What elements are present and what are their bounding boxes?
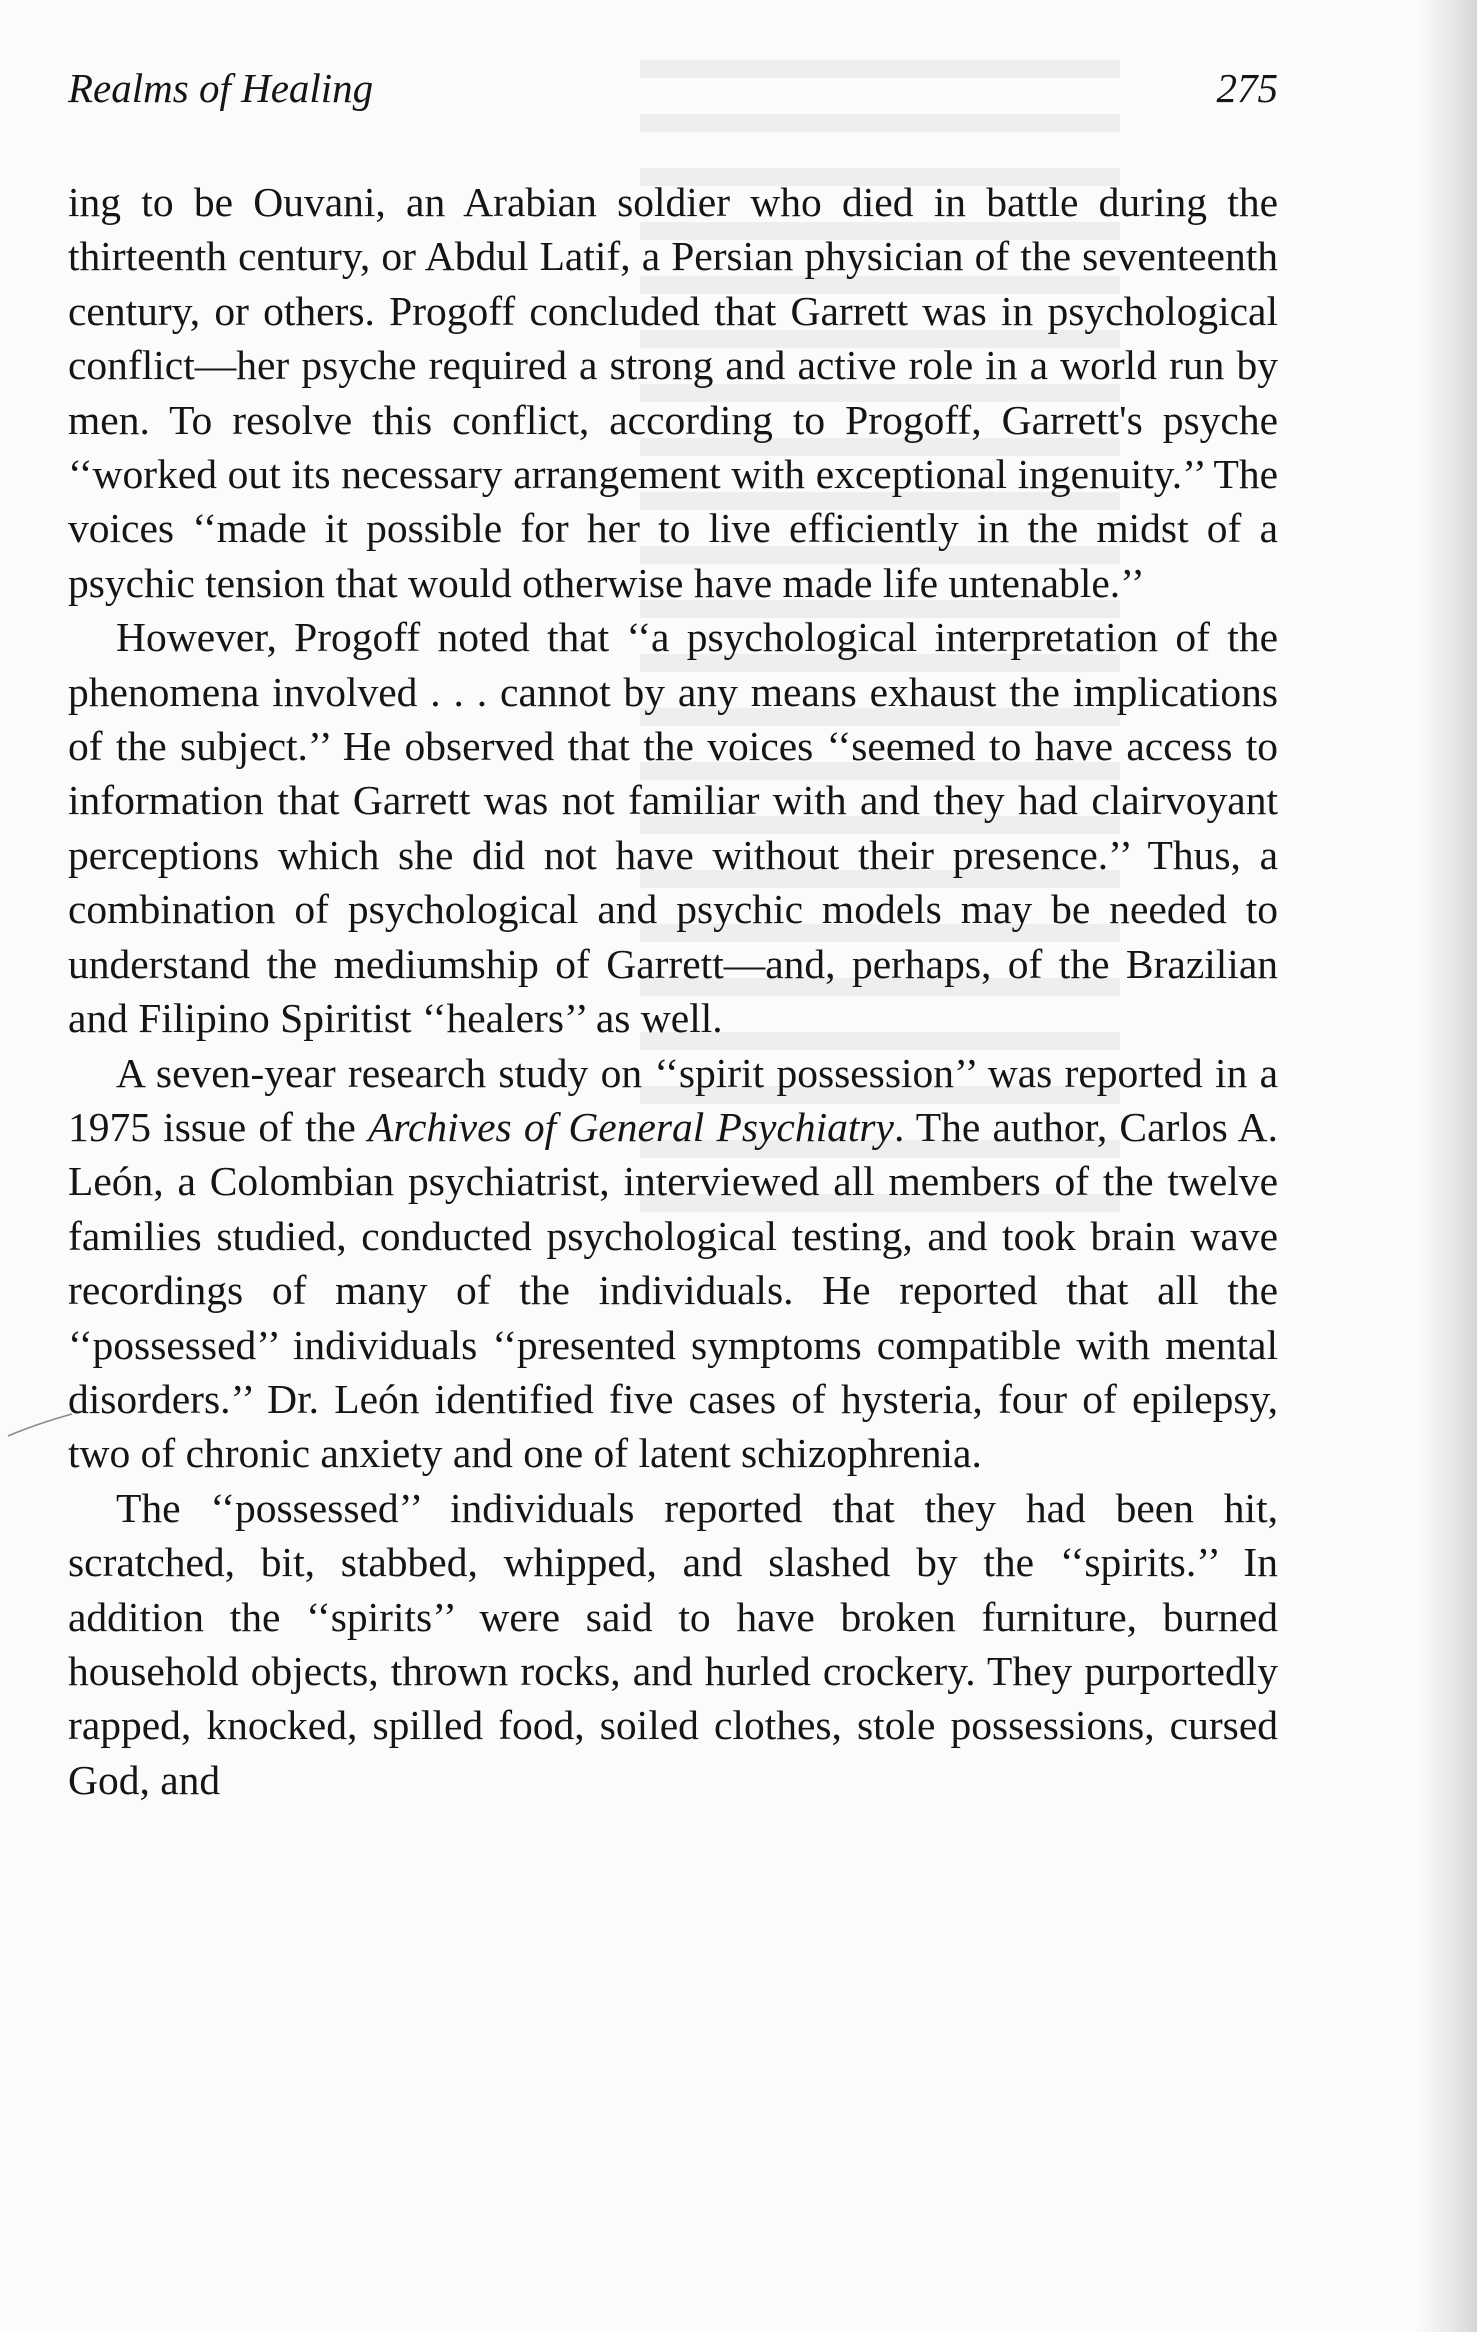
paragraph-3-rest: . The author, Carlos A. León, a Colombian psychiatrist, interviewed all members of the twelve families studied, conducted psychological testing, and took brain wave recordings of many of the individuals. He reported that all the ‘‘possessed’’ individuals ‘‘presented symptoms compatible with mental disorders.’’ Dr. León identified five cases of hysteria, four of epilepsy, two of chronic anxiety and one of latent schizophrenia.	[68, 1103, 1278, 1477]
paragraph-4: The ‘‘possessed’’ individuals reported that they had been hit, scratched, bit, stabbed, whipped, and slashed by the ‘‘spirits.’’ In addition the ‘‘spirits’’ were said to have broken furniture, burned household objects, thrown rocks, and hurled crockery. They purportedly rapped, knocked, spilled food, soiled clothes, stole possessions, cursed God, and	[68, 1484, 1278, 1803]
page-number: 275	[1216, 65, 1278, 111]
pencil-margin-mark	[6, 1410, 76, 1440]
body-text	[68, 175, 1278, 1807]
paragraph-2: However, Progoff noted that ‘‘a psychological interpretation of the phenomena involved . . . cannot by any means exhaust the implications of the subject.’’ He observed that the voices ‘‘seemed to have access to information that Garrett was not familiar with and they had clairvoyant perceptions which she did not have without their presence.’’ Thus, a combination of psychological and psychic models may be needed to understand the mediumship of Garrett—and, perhaps, of the Brazilian and Filipino Spiritist ‘‘healers’’ as well.	[68, 614, 1278, 1042]
gutter-shadow	[1417, 0, 1477, 2332]
paragraph-3	[68, 1046, 1278, 1481]
journal-title: Archives of General Psychiatry	[368, 1103, 894, 1150]
paragraph-3-lead: A seven-year research study on ‘‘spirit possession’’ was reported in a 1975 issue of the	[68, 1049, 1278, 1150]
page-header	[68, 58, 1278, 118]
running-head: Realms of Healing	[68, 65, 374, 111]
paragraph-1: ing to be Ouvani, an Arabian soldier who died in battle during the thirteenth century, or Abdul Latif, a Persian physician of the seventeenth century, or others. Progoff concluded that Garrett was in psychological conflict—her psyche required a strong and active role in a world run by men. To resolve this conflict, according to Progoff, Garrett's psyche ‘‘worked out its necessary arrangement with exceptional ingenuity.’’ The voices ‘‘made it possible for her to live efficiently in the midst of a psychic tension that would otherwise have made life untenable.’’	[68, 179, 1278, 606]
